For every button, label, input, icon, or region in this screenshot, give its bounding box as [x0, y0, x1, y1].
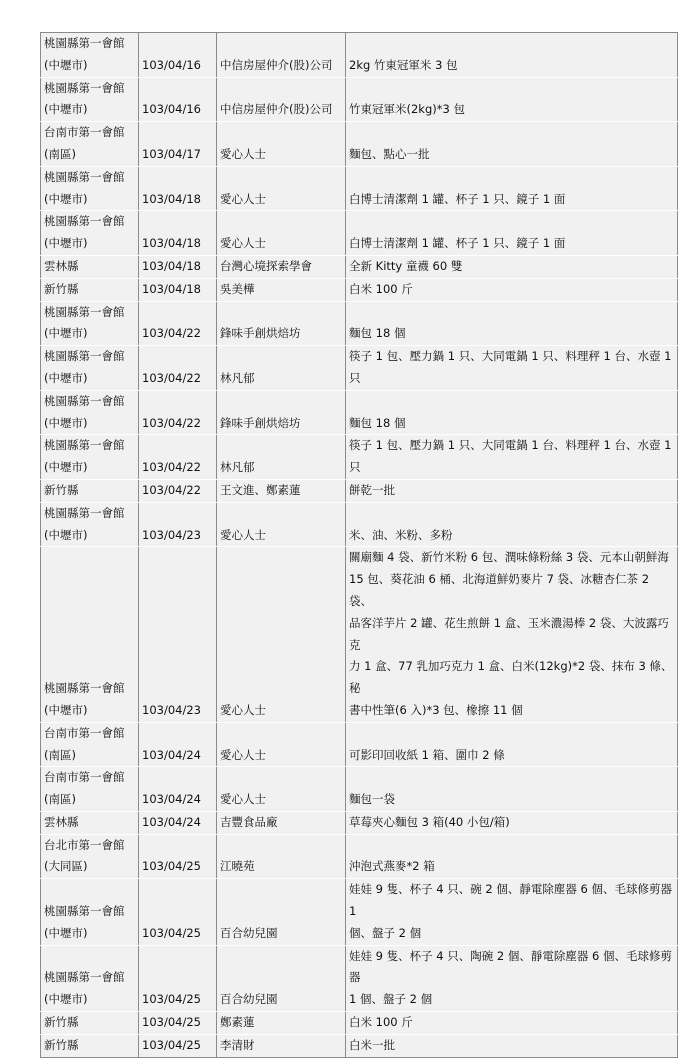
- donor-cell: 愛心人士: [217, 211, 346, 256]
- branch-cell: 桃園縣第一會館 (中壢市): [41, 211, 139, 256]
- table-row: [41, 502, 678, 547]
- date-cell: 103/04/22: [139, 479, 217, 502]
- branch-cell: 桃園縣第一會館 (中壢市): [41, 945, 139, 1011]
- items-cell: 餅乾一批: [346, 479, 678, 502]
- donor-cell: 愛心人士: [217, 502, 346, 547]
- table-row: [41, 77, 678, 122]
- branch-cell: 桃園縣第一會館 (中壢市): [41, 166, 139, 211]
- items-cell: 娃娃 9 隻、杯子 4 只、碗 2 個、靜電除塵器 6 個、毛球修剪器 1 個、盤子 2 個: [346, 879, 678, 945]
- table-row: [41, 255, 678, 278]
- date-cell: 103/04/18: [139, 278, 217, 301]
- date-cell: 103/04/25: [139, 834, 217, 879]
- branch-cell: 桃園縣第一會館 (中壢市): [41, 77, 139, 122]
- donation-rows: [41, 33, 678, 1058]
- items-cell: 筷子 1 包、壓力鍋 1 只、大同電鍋 1 台、料理秤 1 台、水壺 1 只: [346, 435, 678, 480]
- donor-cell: 愛心人士: [217, 722, 346, 767]
- items-cell: 白博士清潔劑 1 罐、杯子 1 只、鏡子 1 面: [346, 211, 678, 256]
- donor-cell: 林凡郁: [217, 346, 346, 391]
- branch-cell: 桃園縣第一會館 (中壢市): [41, 547, 139, 722]
- branch-cell: 新竹縣: [41, 1034, 139, 1057]
- donor-cell: 吳美樺: [217, 278, 346, 301]
- items-cell: 可影印回收紙 1 箱、圍巾 2 條: [346, 722, 678, 767]
- table-row: [41, 479, 678, 502]
- donor-cell: 鋒味手創烘焙坊: [217, 301, 346, 346]
- donor-cell: 愛心人士: [217, 767, 346, 812]
- branch-cell: 桃園縣第一會館 (中壢市): [41, 33, 139, 78]
- date-cell: 103/04/16: [139, 33, 217, 78]
- table-row: [41, 33, 678, 78]
- date-cell: 103/04/24: [139, 811, 217, 834]
- items-cell: 關廟麵 4 袋、新竹米粉 6 包、潤味條粉絲 3 袋、元本山朝鮮海 15 包、葵花油 6 桶、北海道鮮奶麥片 7 袋、冰糖杏仁茶 2 袋、 品客洋芋片 2 罐、花生煎餅 1 盒、玉米濃湯棒 2 袋、大波露巧克 力 1 盒、77 乳加巧克力 1 盒、白米(12kg)*2 袋、抹布 3 條、秘 書中性筆(6 入)*3 包、橡擦 11 個: [346, 547, 678, 722]
- date-cell: 103/04/24: [139, 767, 217, 812]
- table-row: [41, 435, 678, 480]
- date-cell: 103/04/25: [139, 945, 217, 1011]
- date-cell: 103/04/16: [139, 77, 217, 122]
- date-cell: 103/04/22: [139, 301, 217, 346]
- items-cell: 竹東冠軍米(2kg)*3 包: [346, 77, 678, 122]
- table-row: [41, 166, 678, 211]
- items-cell: 麵包 18 個: [346, 301, 678, 346]
- donation-record-page: [40, 32, 677, 1058]
- table-row: [41, 767, 678, 812]
- branch-cell: 桃園縣第一會館 (中壢市): [41, 390, 139, 435]
- donor-cell: 愛心人士: [217, 166, 346, 211]
- items-cell: 麵包 18 個: [346, 390, 678, 435]
- branch-cell: 桃園縣第一會館 (中壢市): [41, 346, 139, 391]
- table-row: [41, 211, 678, 256]
- branch-cell: 台北市第一會館 (大同區): [41, 834, 139, 879]
- date-cell: 103/04/22: [139, 390, 217, 435]
- items-cell: 草莓夾心麵包 3 箱(40 小包/箱): [346, 811, 678, 834]
- donor-cell: 鄭素蓮: [217, 1012, 346, 1035]
- date-cell: 103/04/23: [139, 502, 217, 547]
- donor-cell: 台灣心境探索學會: [217, 255, 346, 278]
- donor-cell: 王文進、鄭素蓮: [217, 479, 346, 502]
- table-row: [41, 1012, 678, 1035]
- table-row: [41, 547, 678, 722]
- items-cell: 全新 Kitty 童襪 60 雙: [346, 255, 678, 278]
- items-cell: 白米一批: [346, 1034, 678, 1057]
- items-cell: 沖泡式燕麥*2 箱: [346, 834, 678, 879]
- donor-cell: 愛心人士: [217, 122, 346, 167]
- donor-cell: 百合幼兒園: [217, 945, 346, 1011]
- branch-cell: 新竹縣: [41, 278, 139, 301]
- date-cell: 103/04/18: [139, 211, 217, 256]
- branch-cell: 桃園縣第一會館 (中壢市): [41, 301, 139, 346]
- date-cell: 103/04/17: [139, 122, 217, 167]
- branch-cell: 新竹縣: [41, 479, 139, 502]
- table-row: [41, 301, 678, 346]
- date-cell: 103/04/22: [139, 346, 217, 391]
- items-cell: 麵包、點心一批: [346, 122, 678, 167]
- branch-cell: 桃園縣第一會館 (中壢市): [41, 435, 139, 480]
- items-cell: 筷子 1 包、壓力鍋 1 只、大同電鍋 1 只、料理秤 1 台、水壺 1 只: [346, 346, 678, 391]
- table-row: [41, 722, 678, 767]
- branch-cell: 台南市第一會館 (南區): [41, 122, 139, 167]
- table-row: [41, 122, 678, 167]
- donor-cell: 中信房屋仲介(股)公司: [217, 33, 346, 78]
- donor-cell: 吉豐食品廠: [217, 811, 346, 834]
- table-row: [41, 879, 678, 945]
- branch-cell: 桃園縣第一會館 (中壢市): [41, 879, 139, 945]
- date-cell: 103/04/25: [139, 1012, 217, 1035]
- table-row: [41, 278, 678, 301]
- donor-cell: 鋒味手創烘焙坊: [217, 390, 346, 435]
- items-cell: 米、油、米粉、多粉: [346, 502, 678, 547]
- branch-cell: 新竹縣: [41, 1012, 139, 1035]
- branch-cell: 雲林縣: [41, 811, 139, 834]
- donor-cell: 百合幼兒園: [217, 879, 346, 945]
- table-row: [41, 811, 678, 834]
- date-cell: 103/04/23: [139, 547, 217, 722]
- branch-cell: 雲林縣: [41, 255, 139, 278]
- donor-cell: 愛心人士: [217, 547, 346, 722]
- donor-cell: 中信房屋仲介(股)公司: [217, 77, 346, 122]
- items-cell: 2kg 竹東冠軍米 3 包: [346, 33, 678, 78]
- table-row: [41, 346, 678, 391]
- items-cell: 白米 100 斤: [346, 1012, 678, 1035]
- items-cell: 娃娃 9 隻、杯子 4 只、陶碗 2 個、靜電除塵器 6 個、毛球修剪器 1 個、盤子 2 個: [346, 945, 678, 1011]
- branch-cell: 台南市第一會館 (南區): [41, 767, 139, 812]
- items-cell: 白博士清潔劑 1 罐、杯子 1 只、鏡子 1 面: [346, 166, 678, 211]
- donor-cell: 林凡郁: [217, 435, 346, 480]
- items-cell: 白米 100 斤: [346, 278, 678, 301]
- table-row: [41, 945, 678, 1011]
- table-row: [41, 1034, 678, 1057]
- date-cell: 103/04/25: [139, 1034, 217, 1057]
- branch-cell: 桃園縣第一會館 (中壢市): [41, 502, 139, 547]
- date-cell: 103/04/22: [139, 435, 217, 480]
- donation-table: [40, 32, 678, 1058]
- table-row: [41, 390, 678, 435]
- table-row: [41, 834, 678, 879]
- branch-cell: 台南市第一會館 (南區): [41, 722, 139, 767]
- date-cell: 103/04/25: [139, 879, 217, 945]
- date-cell: 103/04/18: [139, 166, 217, 211]
- items-cell: 麵包一袋: [346, 767, 678, 812]
- donor-cell: 李清財: [217, 1034, 346, 1057]
- donor-cell: 江曉苑: [217, 834, 346, 879]
- date-cell: 103/04/24: [139, 722, 217, 767]
- date-cell: 103/04/18: [139, 255, 217, 278]
